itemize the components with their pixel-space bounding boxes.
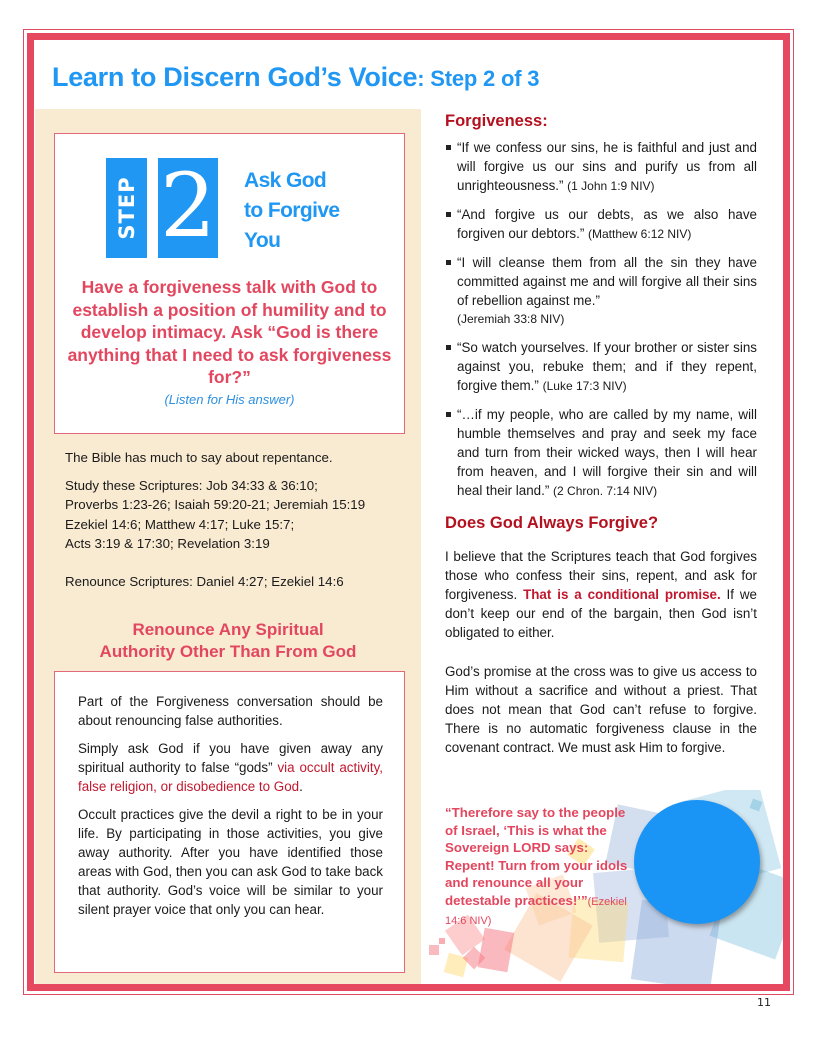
page-title-main: Learn to Discern God’s Voice [52,62,418,92]
blue-circle-graphic [634,800,760,924]
verse-item [445,205,757,244]
verse-text: “I will cleanse them from all the sin they have committed against me and will forgive all their sins of rebellion against me.” [457,255,757,308]
step-label-box [106,158,147,258]
para-text: If we don’t keep our end of the bargain, then God isn’t obligated to either. [445,587,757,640]
verse-text: “If we confess our sins, he is faithful and just and will forgive us our sins and purify us from all unrighteousness.” [457,140,757,193]
step-heading-line: to Forgive [244,199,340,222]
authority-para-2-highlight: via occult activity, false religion, or disobedience to God [78,760,383,794]
step-heading [244,166,340,256]
verse-ref: (1 John 1:9 NIV) [567,179,655,193]
renounce-scriptures: Renounce Scriptures: Daniel 4:27; Ezekiel 14:6 [65,574,344,589]
authority-para-3: Occult practices give the devil a right to be in your life. By participating in those activities, you give away authority. After you have identified those areas with God, then you can ask God to take back that authority. God’s voice will be similar to your silent prayer voice that only you can hear. [78,807,383,917]
square-bullet-icon [446,345,451,350]
page-title [52,62,539,93]
study-line: Proverbs 1:23-26; Isaiah 59:20-21; Jeremiah 15:19 [65,497,366,512]
authority-para-1: Part of the Forgiveness conversation should be about renouncing false authorities. [78,694,383,728]
step-number-box [158,154,218,258]
step-number: 2 [160,154,216,257]
verse-item [445,338,757,396]
verse-item [445,405,757,501]
forgiveness-heading: Forgiveness: [445,112,548,130]
verse-ref: (2 Chron. 7:14 NIV) [553,484,658,498]
step-instruction: Have a forgiveness talk with God to establish a position of humility and to develop intimacy. Ask “God is there anything that I need to ask forgiveness for?” [67,277,392,387]
ezekiel-quote [445,804,635,931]
always-forgive-para-2: God’s promise at the cross was to give us access to Him without a sacrifice and without a priest. That does not mean that God can’t refuse to forgive. There is no automatic forgiveness clause in the covenant contract. We must ask Him to forgive. [445,664,757,755]
listen-note: (Listen for His answer) [164,392,295,407]
verse-text: “…if my people, who are called by my name, will humble themselves and pray and seek my face and turn from their wicked ways, then I will hear from heaven, and I will forgive their sin and will heal their land.” [457,407,757,498]
quote-text: “Therefore say to the people of Israel, ‘This is what the Sovereign LORD says: Repent! Turn from your idols and renounce all your detestable practices!’” [445,805,628,908]
renounce-heading-line: Authority Other Than From God [99,642,357,661]
square-bullet-icon [446,412,451,417]
step-label: STEP [114,176,139,240]
study-scriptures [65,476,410,554]
verse-item [445,138,757,196]
page-title-step: : Step 2 of 3 [417,66,540,91]
conditional-promise-highlight: That is a conditional promise. [523,587,721,602]
verse-ref: (Jeremiah 33:8 NIV) [457,312,565,326]
authority-text [78,692,383,928]
always-forgive-para-1 [445,547,757,642]
renounce-heading [35,619,421,663]
repentance-intro [65,448,410,554]
verse-text: “And forgive us our debts, as we also have forgiven our debtors.” [457,207,757,241]
renounce-heading-line: Renounce Any Spiritual [132,620,324,639]
authority-para-2 [78,739,383,796]
square-bullet-icon [446,212,451,217]
authority-para-2-text: Simply ask God if you have given away any spiritual authority to false “gods” [78,741,383,775]
verse-text: “So watch yourselves. If your brother or sister sins against you, rebuke them; and if they repent, forgive them.” [457,340,757,393]
para-text: I believe that the Scriptures teach that God forgives those who confess their sins, repent, and ask for forgiveness. [445,549,757,602]
always-forgive-heading: Does God Always Forgive? [445,514,659,532]
step-heading-line: Ask God [244,169,327,192]
step-heading-line: You [244,229,281,252]
square-bullet-icon [446,260,451,265]
verse-item [445,253,757,329]
page-number: 11 [757,996,771,1009]
verse-ref: (Luke 17:3 NIV) [542,379,627,393]
forgiveness-verse-list [445,138,757,510]
study-line: Study these Scriptures: Job 34:33 & 36:10; [65,477,318,493]
authority-para-2-end: . [299,779,303,794]
study-line: Acts 3:19 & 17:30; Revelation 3:19 [65,536,270,551]
square-bullet-icon [446,145,451,150]
verse-ref: (Matthew 6:12 NIV) [588,227,692,241]
quote-ref: (Ezekiel 14:6 NIV) [445,895,627,927]
study-line: Ezekiel 14:6; Matthew 4:17; Luke 15:7; [65,516,295,532]
repentance-intro-text: The Bible has much to say about repentance. [65,450,333,465]
